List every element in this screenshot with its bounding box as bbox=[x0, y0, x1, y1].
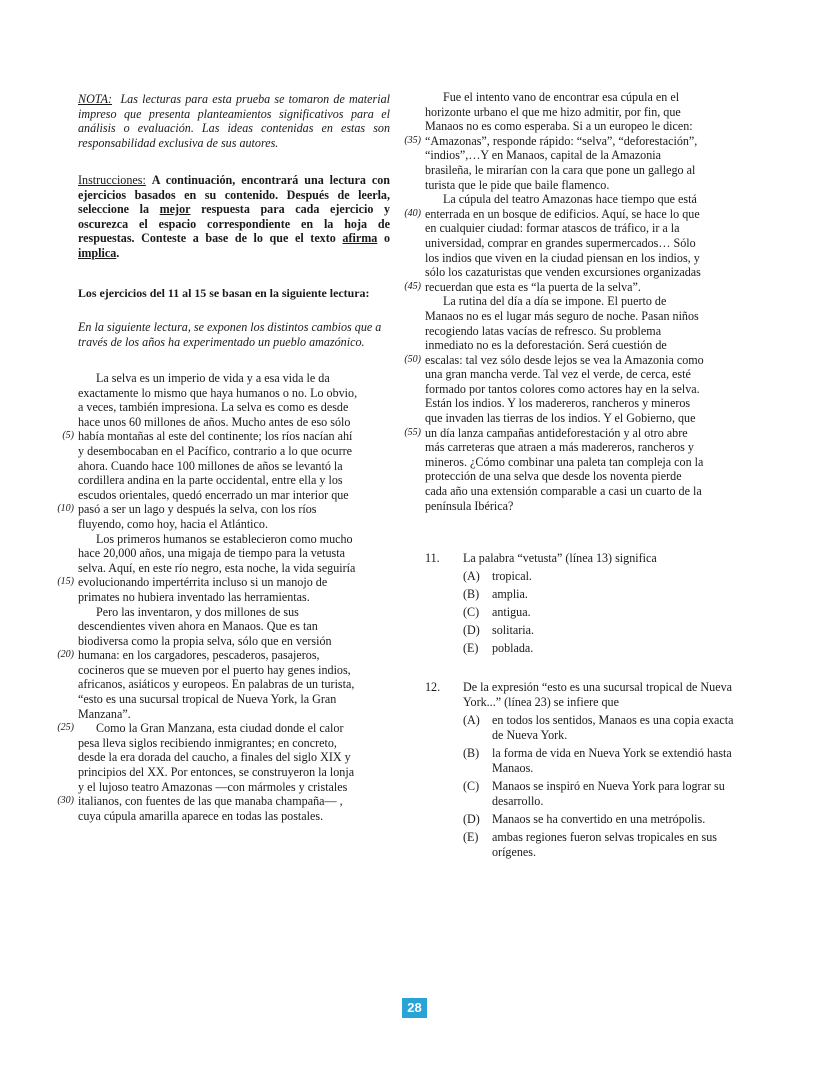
option-letter: (A) bbox=[463, 569, 480, 583]
question-number: 11. bbox=[425, 551, 440, 565]
note-label: NOTA: bbox=[78, 92, 113, 106]
line-text: turista que le pide que baile flamenco. bbox=[425, 177, 610, 192]
line-text: Los primeros humanos se establecieron como mucho bbox=[96, 531, 353, 546]
answer-option bbox=[463, 569, 740, 584]
note-paragraph bbox=[78, 92, 390, 150]
line-text: hace 20,000 años, una migaja de tiempo para la vetusta bbox=[78, 546, 345, 561]
reading-line bbox=[57, 502, 390, 517]
option-text: solitaria. bbox=[492, 623, 534, 637]
line-text: africanos, asiáticos y europeos. En palabras de un turista, bbox=[78, 677, 355, 692]
note-text: Las lecturas para esta prueba se tomaron de material impreso que presenta planteamientos significativos para el análisis o evaluación. Las ideas contenidas en estas son responsabilidad exclusiva de sus autores. bbox=[78, 92, 391, 150]
option-text: poblada. bbox=[492, 641, 534, 655]
line-text: más carreteras que atraen a más madereros, rancheros y bbox=[425, 440, 694, 455]
reading-line bbox=[78, 444, 390, 459]
option-letter: (E) bbox=[463, 641, 479, 655]
option-letter: (B) bbox=[463, 746, 480, 760]
line-text: en cualquier ciudad: formar atascos de tráfico, ir a la bbox=[425, 221, 680, 236]
line-text: había montañas al este del continente; los ríos nacían ahí bbox=[78, 429, 353, 444]
line-text: pesa lleva siglos recibiendo inmigrantes; en concreto, bbox=[78, 735, 337, 750]
reading-line bbox=[78, 371, 390, 386]
reading-intro: En la siguiente lectura, se exponen los distintos cambios que a través de los años ha experimentado un pueblo amazónico. bbox=[78, 320, 382, 349]
reading-line bbox=[404, 279, 740, 295]
line-text: cocineros que se mueven por el puerto hay genes indios, bbox=[78, 662, 351, 677]
line-text: biodiversa como la propia selva, sólo que en versión bbox=[78, 633, 332, 648]
question-number: 12. bbox=[425, 680, 441, 694]
answer-option bbox=[463, 587, 740, 602]
reading-line bbox=[404, 425, 740, 441]
reading-line bbox=[78, 517, 390, 532]
instructions-o: o bbox=[383, 231, 391, 246]
line-text: Están los indios. Y los madereros, rancheros y mineros bbox=[425, 396, 691, 411]
reading-line bbox=[78, 750, 390, 765]
reading-line bbox=[425, 469, 740, 484]
line-text: italianos, con fuentes de las que manaba champaña— , bbox=[78, 794, 343, 809]
line-text: selva. Aquí, en este río negro, esta noche, la vida seguiría bbox=[78, 560, 356, 575]
line-text: una gran mancha verde. Tal vez el verde, de cerca, esté bbox=[425, 367, 691, 382]
instructions-paragraph bbox=[78, 173, 390, 261]
line-text: Fue el intento vano de encontrar esa cúpula en el bbox=[443, 90, 680, 104]
reading-line bbox=[425, 163, 740, 178]
reading-line bbox=[425, 148, 740, 163]
reading-line bbox=[425, 265, 740, 280]
instructions-text-1: A continuación, encontrará una lectura con ejercicios basados en su contenido. Después de leerla, seleccione la bbox=[78, 173, 390, 217]
question-stem: De la expresión “esto es una sucursal tropical de Nueva York...” (línea 23) se infiere que bbox=[463, 680, 732, 709]
reading-passage-right bbox=[404, 90, 740, 513]
line-text: evolucionando impertérrita incluso si un manojo de bbox=[78, 575, 328, 590]
answer-option bbox=[463, 605, 740, 620]
reading-line bbox=[404, 352, 740, 368]
answer-option bbox=[463, 713, 740, 743]
option-letter: (C) bbox=[463, 779, 480, 793]
reading-line bbox=[78, 488, 390, 503]
option-letter: (B) bbox=[463, 587, 480, 601]
reading-line bbox=[78, 809, 390, 824]
reading-line bbox=[425, 499, 740, 514]
option-text: tropical. bbox=[492, 569, 532, 583]
reading-line bbox=[404, 206, 740, 222]
line-text: los indios que viven en la ciudad piensan en los indios, y bbox=[425, 250, 700, 265]
line-text: y desembocaban en el Pacífico, contrario a lo que ocurre bbox=[78, 443, 353, 458]
option-letter: (E) bbox=[463, 830, 479, 844]
line-text: sólo los cazaturistas que venden excursiones organizadas bbox=[425, 265, 701, 280]
reading-line bbox=[425, 455, 740, 470]
reading-line bbox=[425, 324, 740, 339]
question-stem: La palabra “vetusta” (línea 13) significa bbox=[463, 551, 657, 565]
reading-line bbox=[78, 707, 390, 722]
option-text: Manaos se ha convertido en una metrópolis. bbox=[492, 812, 706, 826]
section-heading: Los ejercicios del 11 al 15 se basan en la siguiente lectura: bbox=[78, 286, 370, 300]
line-number: (10) bbox=[57, 503, 74, 515]
line-text: universidad, comprar en grandes supermercados… Sólo bbox=[425, 235, 696, 250]
reading-line bbox=[425, 192, 740, 207]
line-text: recogiendo latas vacías de refresco. Su problema bbox=[425, 323, 662, 338]
reading-line bbox=[57, 575, 390, 590]
option-letter: (D) bbox=[463, 623, 480, 637]
reading-line bbox=[425, 440, 740, 455]
option-letter: (C) bbox=[463, 605, 480, 619]
reading-line bbox=[425, 367, 740, 382]
reading-line bbox=[78, 663, 390, 678]
reading-line bbox=[78, 400, 390, 415]
line-text: brasileña, le mirarían con la cara que pone un gallego al bbox=[425, 162, 696, 177]
line-number: (20) bbox=[57, 649, 74, 661]
reading-line bbox=[78, 386, 390, 401]
instructions-end: . bbox=[116, 245, 120, 260]
reading-line bbox=[78, 736, 390, 751]
line-text: formado por tantos colores como actores hay en la selva. bbox=[425, 381, 700, 396]
reading-line bbox=[57, 794, 390, 809]
reading-line bbox=[78, 692, 390, 707]
line-text: que invaden las tierras de los indios. Y el Gobierno, que bbox=[425, 411, 696, 426]
line-text: exactamente lo mismo que haya humanos o no. Lo obvio, bbox=[78, 385, 358, 400]
line-number: (25) bbox=[57, 722, 74, 734]
reading-line bbox=[57, 648, 390, 663]
line-text: ahora. Cuando hace 100 millones de años se levantó la bbox=[78, 458, 343, 473]
option-letter: (D) bbox=[463, 812, 480, 826]
reading-line bbox=[62, 429, 390, 444]
answer-option bbox=[463, 830, 740, 860]
reading-line bbox=[78, 619, 390, 634]
line-text: fluyendo, como hoy, hacia el Atlántico. bbox=[78, 516, 268, 531]
answer-option bbox=[463, 641, 740, 656]
reading-passage-left bbox=[57, 371, 390, 823]
line-number: (45) bbox=[404, 280, 421, 292]
line-text: hace unos 60 millones de años. Mucho antes de eso sólo bbox=[78, 414, 351, 429]
line-text: Manaos no es el lugar más seguro de noche. Pasan niños bbox=[425, 308, 699, 323]
instructions-text-2: respuesta para cada ejercicio y oscurezca el espacio correspondiente en la hoja de respuestas. Conteste a base de lo que el texto bbox=[78, 202, 390, 246]
reading-line bbox=[425, 236, 740, 251]
line-text: mineros. ¿Cómo combinar una paleta tan compleja con la bbox=[425, 454, 704, 469]
option-text: amplia. bbox=[492, 587, 528, 601]
line-text: protección de una selva que desde los noventa pierde bbox=[425, 469, 682, 484]
reading-line bbox=[78, 532, 390, 547]
line-text: a veces, también impresiona. La selva es como es desde bbox=[78, 400, 349, 415]
answer-option bbox=[463, 746, 740, 776]
reading-line bbox=[78, 546, 390, 561]
option-letter: (A) bbox=[463, 713, 480, 727]
reading-line bbox=[425, 382, 740, 397]
reading-line bbox=[78, 459, 390, 474]
line-text: Como la Gran Manzana, esta ciudad donde el calor bbox=[96, 721, 344, 736]
reading-line bbox=[78, 605, 390, 620]
line-text: Manzana”. bbox=[78, 706, 131, 721]
line-text: primates no hubiera inventado las herramientas. bbox=[78, 589, 310, 604]
reading-line bbox=[78, 415, 390, 430]
line-text: descendientes viven ahora en Manaos. Que es tan bbox=[78, 619, 318, 634]
line-text: cuya cúpula amarilla aparece en todas las postales. bbox=[78, 808, 324, 823]
line-text: horizonte urbano el que me hizo admitir, por fin, que bbox=[425, 104, 681, 119]
reading-line bbox=[57, 721, 390, 736]
line-text: “indios”,…Y en Manaos, capital de la Amazonia bbox=[425, 148, 661, 163]
line-number: (15) bbox=[57, 576, 74, 588]
instructions-afirma: afirma bbox=[342, 231, 378, 246]
line-number: (40) bbox=[404, 207, 421, 219]
reading-line bbox=[425, 411, 740, 426]
line-number: (5) bbox=[62, 430, 74, 442]
line-number: (35) bbox=[404, 134, 421, 146]
reading-line bbox=[425, 178, 740, 193]
answer-option bbox=[463, 623, 740, 638]
reading-line bbox=[425, 396, 740, 411]
line-text: escudos orientales, quedó encerrado un mar interior que bbox=[78, 487, 349, 502]
line-number: (30) bbox=[57, 795, 74, 807]
reading-line bbox=[78, 590, 390, 605]
reading-line bbox=[78, 634, 390, 649]
question-12 bbox=[425, 680, 740, 860]
question-11 bbox=[425, 551, 740, 656]
line-text: Pero las inventaron, y dos millones de sus bbox=[96, 604, 299, 619]
line-text: La cúpula del teatro Amazonas hace tiempo que está bbox=[443, 192, 697, 207]
line-text: La rutina del día a día se impone. El puerto de bbox=[443, 294, 667, 309]
reading-line bbox=[78, 765, 390, 780]
reading-line bbox=[425, 90, 740, 105]
reading-line bbox=[425, 338, 740, 353]
line-text: inmediato no es la deforestación. Será cuestión de bbox=[425, 338, 667, 353]
option-text: la forma de vida en Nueva York se extendió hasta Manaos. bbox=[492, 746, 732, 775]
page-number: 28 bbox=[402, 998, 427, 1018]
instructions-mejor: mejor bbox=[159, 202, 191, 217]
reading-line bbox=[425, 221, 740, 236]
line-text: desde la era dorada del caucho, a finales del siglo XIX y bbox=[78, 750, 351, 765]
reading-line bbox=[425, 484, 740, 499]
answer-option bbox=[463, 812, 740, 827]
line-text: “Amazonas”, responde rápido: “selva”, “deforestación”, bbox=[425, 133, 698, 148]
reading-line bbox=[425, 119, 740, 134]
line-text: y el lujoso teatro Amazonas —con mármoles y cristales bbox=[78, 779, 348, 794]
line-text: Manaos no es como esperaba. Si a un europeo le dicen: bbox=[425, 119, 693, 134]
line-number: (55) bbox=[404, 426, 421, 438]
line-text: cordillera andina en la parte occidental, entre ella y los bbox=[78, 473, 343, 488]
line-text: recuerdan que esta es “la puerta de la selva”. bbox=[425, 279, 641, 294]
line-text: pasó a ser un lago y después la selva, con los ríos bbox=[78, 502, 317, 517]
reading-line bbox=[78, 561, 390, 576]
line-text: cada año una extensión comparable a casi un cuarto de la bbox=[425, 484, 702, 499]
reading-line bbox=[425, 294, 740, 309]
option-text: Manaos se inspiró en Nueva York para lograr su desarrollo. bbox=[492, 779, 725, 808]
reading-line bbox=[78, 473, 390, 488]
reading-line bbox=[78, 677, 390, 692]
line-text: enterrada en un bosque de edificios. Aquí, se hace lo que bbox=[425, 206, 700, 221]
line-text: humana: en los cargadores, pescaderos, pasajeros, bbox=[78, 648, 320, 663]
line-text: escalas: tal vez sólo desde lejos se vea la Amazonia como bbox=[425, 352, 704, 367]
line-text: península Ibérica? bbox=[425, 498, 514, 513]
line-number: (50) bbox=[404, 353, 421, 365]
line-text: “esto es una sucursal tropical de Nueva York, la Gran bbox=[78, 692, 337, 707]
reading-line bbox=[425, 251, 740, 266]
reading-line bbox=[425, 105, 740, 120]
option-text: en todos los sentidos, Manaos es una copia exacta de Nueva York. bbox=[492, 713, 734, 742]
instructions-implica: implica bbox=[78, 245, 117, 260]
reading-line bbox=[404, 133, 740, 149]
reading-line bbox=[78, 780, 390, 795]
reading-line bbox=[425, 309, 740, 324]
instructions-label: Instrucciones: bbox=[78, 173, 146, 187]
line-text: un día lanza campañas antideforestación y al otro abre bbox=[425, 425, 688, 440]
line-text: principios del XX. Por entonces, se construyeron la lonja bbox=[78, 765, 355, 780]
option-text: ambas regiones fueron selvas tropicales en sus orígenes. bbox=[492, 830, 718, 859]
option-text: antigua. bbox=[492, 605, 531, 619]
answer-option bbox=[463, 779, 740, 809]
line-text: La selva es un imperio de vida y a esa vida le da bbox=[96, 371, 330, 385]
